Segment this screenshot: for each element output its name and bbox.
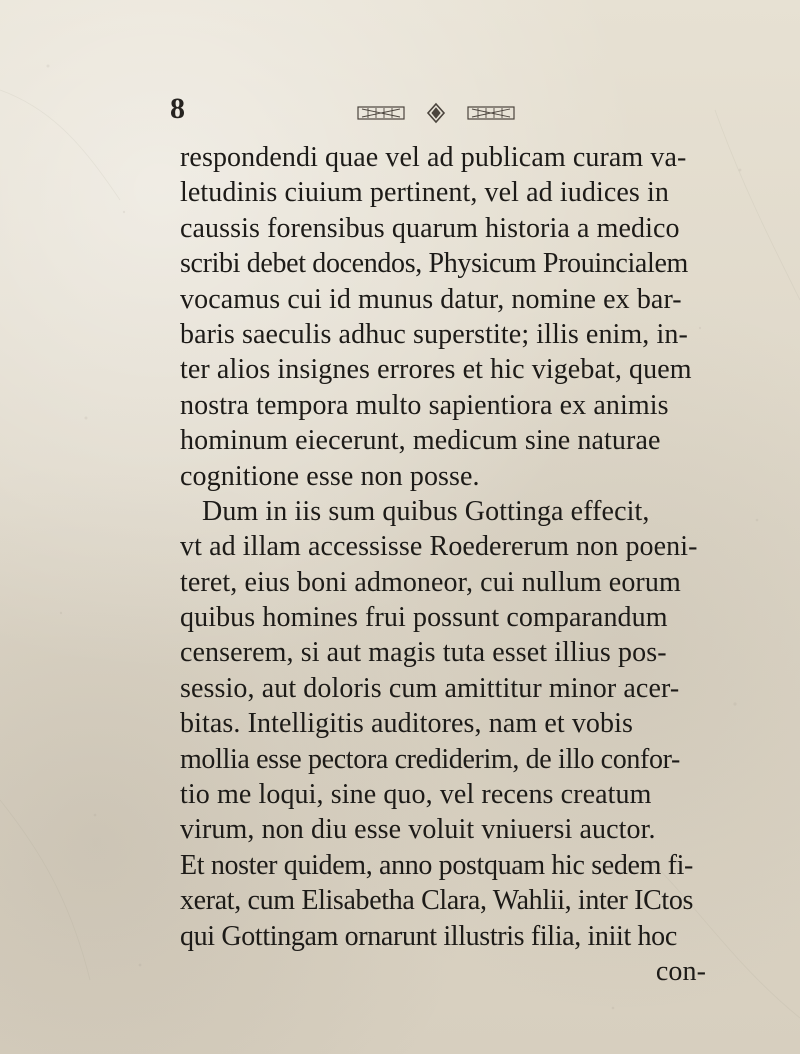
text-line: bitas. Intelligitis auditores, nam et vobis [180, 708, 634, 740]
main-text [180, 140, 716, 989]
text-line: quibus homines frui possunt comparandum [180, 602, 668, 634]
page-header [170, 94, 690, 134]
text-line: sessio, aut doloris cum amittitur minor acer- [180, 672, 680, 704]
text-line: respondendi quae vel ad publicam curam va- [180, 142, 687, 173]
text-line: qui Gottingam ornarunt illustris filia, iniit hoc [180, 920, 677, 952]
text-line: mollia esse pectora crediderim, de illo confor- [180, 743, 681, 775]
text-line: hominum eiecerunt, medicum sine naturae [180, 425, 661, 457]
text-line: cognitione esse non posse. [180, 460, 480, 492]
text-line: baris saeculis adhuc superstite; illis enim, in- [180, 318, 688, 350]
text-line: scribi debet docendos, Physicum Prouincialem [180, 248, 688, 280]
header-ornament [356, 102, 516, 124]
text-line: Dum in iis sum quibus Gottinga effecit, [202, 495, 650, 527]
catchword: con- [655, 955, 706, 987]
text-line: vt ad illam accessisse Roedererum non poeni- [180, 531, 698, 563]
text-line: letudinis ciuium pertinent, vel ad iudices in [180, 177, 669, 209]
text-line: teret, eius boni admoneor, cui nullum eorum [180, 566, 681, 598]
text-line: ter alios insignes errores et hic vigebat, quem [180, 354, 692, 386]
text-line: vocamus cui id munus datur, nomine ex bar- [180, 283, 682, 315]
text-line: censerem, si aut magis tuta esset illius pos- [180, 637, 667, 669]
text-line: xerat, cum Elisabetha Clara, Wahlii, inter ICtos [180, 885, 694, 917]
text-line: tio me loqui, sine quo, vel recens creatum [180, 779, 652, 811]
page-number: 8 [170, 92, 185, 125]
text-line: virum, non diu esse voluit vniuersi auctor. [180, 814, 656, 846]
text-line: nostra tempora multo sapientiora ex animis [180, 389, 669, 421]
text-line: caussis forensibus quarum historia a medico [180, 212, 680, 244]
text-line: Et noster quidem, anno postquam hic sedem fi- [180, 849, 694, 881]
